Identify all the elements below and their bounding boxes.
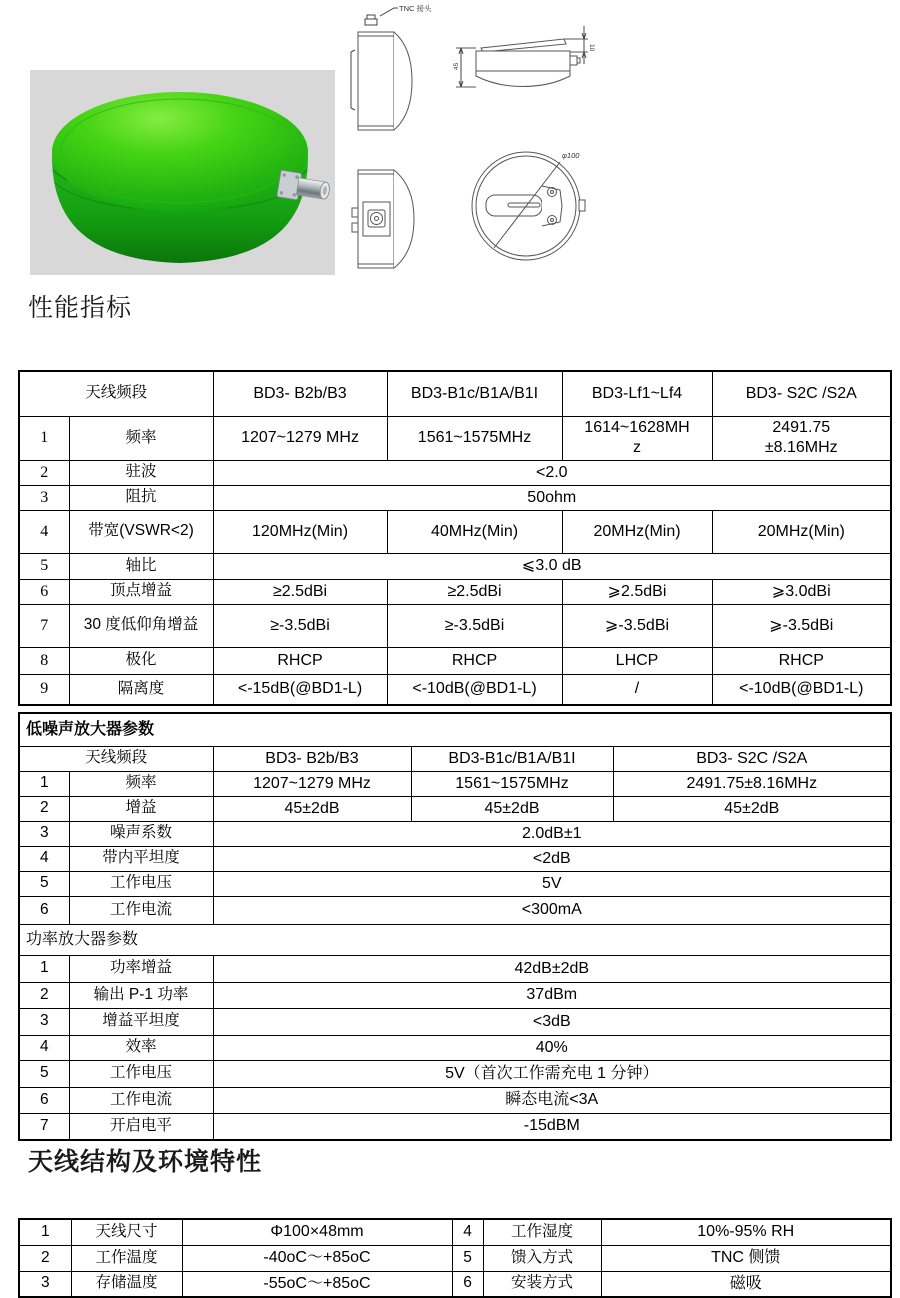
cell-value: 45±2dB [613,796,891,821]
band-header: BD3- B2b/B3 [213,371,387,416]
row-label: 天线尺寸 [71,1219,182,1245]
table-row [19,846,891,871]
cell-value: <3dB [213,1008,891,1035]
table-row [19,821,891,846]
cell-value: 1614~1628MHz [562,416,712,460]
table-row [19,579,891,604]
row-num: 6 [19,1087,69,1113]
table-row [19,1271,891,1297]
row-num: 2 [19,1245,71,1271]
cell-value: 2.0dB±1 [213,821,891,846]
table-row [19,1060,891,1087]
antenna-3d-photo [30,70,335,275]
cell-value: -15dBM [213,1113,891,1140]
cell-value: ≥2.5dBi [387,579,562,604]
row-label: 功率增益 [69,955,213,982]
row-num: 4 [19,846,69,871]
cell-value: 40MHz(Min) [387,510,562,553]
cell-value: <-10dB(@BD1-L) [387,674,562,705]
row-num: 4 [19,1035,69,1060]
row-num: 2 [19,796,69,821]
section-title-row [19,713,891,746]
cell-value: 120MHz(Min) [213,510,387,553]
table-row [19,1219,891,1245]
row-num: 2 [19,460,69,485]
cell-value: ≥2.5dBi [213,579,387,604]
row-label: 30 度低仰角增益 [69,604,213,647]
table-row [19,510,891,553]
table-row [19,1245,891,1271]
table-row [19,982,891,1008]
corner-header: 天线频段 [19,746,213,771]
diameter-dim-label: φ100 [562,151,580,160]
table-row [19,1113,891,1140]
row-label: 效率 [69,1035,213,1060]
row-num: 1 [19,1219,71,1245]
cell-value: ⩾2.5dBi [562,579,712,604]
row-num: 5 [19,871,69,896]
row-label: 增益平坦度 [69,1008,213,1035]
table-row [19,604,891,647]
row-label: 驻波 [69,460,213,485]
row-num: 6 [452,1271,483,1297]
dimension-drawings [448,14,618,276]
table-header-row [19,746,891,771]
table-row [19,955,891,982]
cell-value: ≥-3.5dBi [213,604,387,647]
table-row [19,647,891,674]
band-header: BD3- S2C /S2A [712,371,891,416]
cell-value: / [562,674,712,705]
cell-value: 42dB±2dB [213,955,891,982]
table-row [19,1087,891,1113]
row-label: 安装方式 [483,1271,601,1297]
table-row [19,896,891,924]
row-label: 频率 [69,416,213,460]
cell-value: ⩾3.0dBi [712,579,891,604]
row-label: 工作电流 [69,1087,213,1113]
cell-value: <2.0 [213,460,891,485]
row-label: 频率 [69,771,213,796]
row-num: 7 [19,604,69,647]
cell-value: LHCP [562,647,712,674]
cell-value: TNC 侧馈 [601,1245,891,1271]
row-label: 增益 [69,796,213,821]
row-label: 工作电流 [69,896,213,924]
cell-value: 50ohm [213,485,891,510]
cell-value: RHCP [213,647,387,674]
cell-value: <2dB [213,846,891,871]
cell-value: ⩾-3.5dBi [712,604,891,647]
table-row [19,553,891,579]
cell-value: -40oC～+85oC [182,1245,452,1271]
row-label: 隔离度 [69,674,213,705]
row-num: 1 [19,416,69,460]
cell-value: 5V（首次工作需充电 1 分钟） [213,1060,891,1087]
row-label: 工作电压 [69,1060,213,1087]
row-label: 工作湿度 [483,1219,601,1245]
cell-value: <300mA [213,896,891,924]
cell-value: 5V [213,871,891,896]
table-row [19,460,891,485]
row-num: 1 [19,955,69,982]
row-num: 5 [19,553,69,579]
antenna-spec-table [18,370,892,706]
lna-section-title: 低噪声放大器参数 [19,713,891,746]
row-num: 6 [19,579,69,604]
band-header: BD3- B2b/B3 [213,746,411,771]
cell-value: 20MHz(Min) [712,510,891,553]
cell-value: 磁吸 [601,1271,891,1297]
cell-value: 2491.75±8.16MHz [712,416,891,460]
table-row [19,871,891,896]
structure-heading: 天线结构及环境特性 [28,1148,263,1176]
row-label: 馈入方式 [483,1245,601,1271]
cell-value: 40% [213,1035,891,1060]
row-label: 顶点增益 [69,579,213,604]
band-header: BD3-B1c/B1A/B1I [411,746,613,771]
table-row [19,771,891,796]
pa-section-title: 功率放大器参数 [19,924,891,955]
band-header: BD3-B1c/B1A/B1I [387,371,562,416]
cell-value: 37dBm [213,982,891,1008]
row-num: 4 [452,1219,483,1245]
row-num: 4 [19,510,69,553]
cell-value: 20MHz(Min) [562,510,712,553]
row-label: 工作温度 [71,1245,182,1271]
cell-value: 2491.75±8.16MHz [613,771,891,796]
row-num: 9 [19,674,69,705]
corner-header: 天线频段 [19,371,213,416]
table-header-row [19,371,891,416]
row-num: 2 [19,982,69,1008]
row-label: 工作电压 [69,871,213,896]
cell-value: 1207~1279 MHz [213,771,411,796]
row-num: 6 [19,896,69,924]
cell-value: ≥-3.5dBi [387,604,562,647]
cell-value: ⩾-3.5dBi [562,604,712,647]
row-label: 带内平坦度 [69,846,213,871]
cell-value: RHCP [712,647,891,674]
cell-value: <-15dB(@BD1-L) [213,674,387,705]
row-num: 3 [19,821,69,846]
table-row [19,796,891,821]
top-clearance-dim-label: 10 [588,44,595,52]
row-label: 开启电平 [69,1113,213,1140]
cell-value: RHCP [387,647,562,674]
row-label: 极化 [69,647,213,674]
band-header: BD3-Lf1~Lf4 [562,371,712,416]
row-num: 3 [19,485,69,510]
table-row [19,1008,891,1035]
row-num: 1 [19,771,69,796]
cell-value: 1561~1575MHz [387,416,562,460]
row-num: 5 [452,1245,483,1271]
product-images-area [0,0,900,286]
cell-value: Φ100×48mm [182,1219,452,1245]
row-num: 8 [19,647,69,674]
row-num: 7 [19,1113,69,1140]
table-row [19,485,891,510]
cell-value: 45±2dB [213,796,411,821]
table-row [19,1035,891,1060]
row-label: 存储温度 [71,1271,182,1297]
table-row [19,416,891,460]
cell-value: 瞬态电流<3A [213,1087,891,1113]
row-label: 带宽(VSWR<2) [69,510,213,553]
cell-value: ⩽3.0 dB [213,553,891,579]
row-label: 轴比 [69,553,213,579]
environment-table [18,1218,892,1298]
cell-value: 1561~1575MHz [411,771,613,796]
cell-value: 45±2dB [411,796,613,821]
side-height-dim-label: 45 [453,62,460,70]
row-label: 输出 P-1 功率 [69,982,213,1008]
tnc-connector-label: TNC 接头 [399,4,432,13]
amplifier-spec-table [18,712,892,1141]
cell-value: -55oC～+85oC [182,1271,452,1297]
performance-heading: 性能指标 [28,294,133,322]
row-label: 阻抗 [69,485,213,510]
table-row [19,674,891,705]
row-label: 噪声系数 [69,821,213,846]
row-num: 3 [19,1271,71,1297]
cell-value: <-10dB(@BD1-L) [712,674,891,705]
row-num: 3 [19,1008,69,1035]
side-view-drawings [336,2,452,284]
band-header: BD3- S2C /S2A [613,746,891,771]
cell-value: 1207~1279 MHz [213,416,387,460]
row-num: 5 [19,1060,69,1087]
cell-value: 10%-95% RH [601,1219,891,1245]
section-title-row [19,924,891,955]
